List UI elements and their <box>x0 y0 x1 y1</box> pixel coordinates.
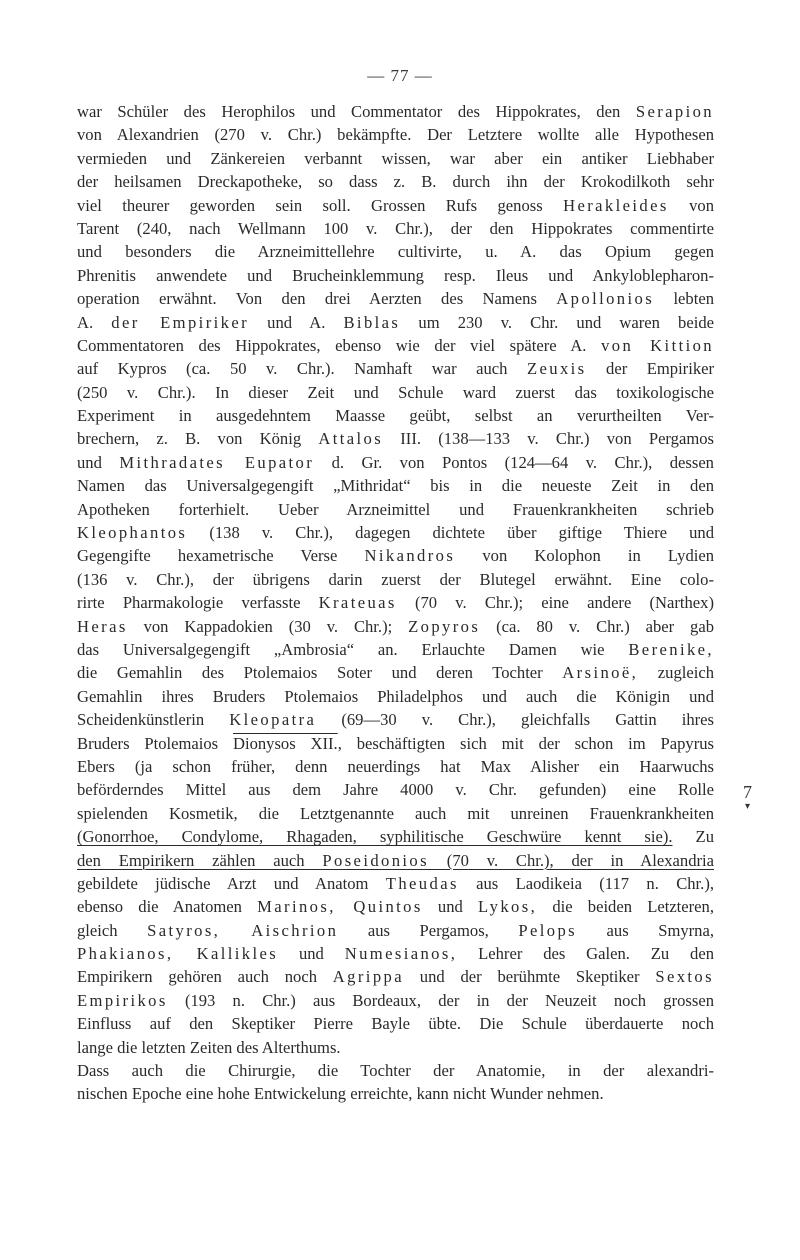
text-line <box>77 849 714 872</box>
text-line <box>77 1012 714 1035</box>
spaced-name: von Kittion <box>601 335 714 355</box>
text-line <box>77 825 714 848</box>
text-line <box>77 1036 714 1059</box>
text-segment: zugleich <box>638 663 714 683</box>
text-line <box>77 872 714 895</box>
text-segment: Apotheken forterhielt. Ueber Arzneimittel und Frauenkrankheiten schrieb <box>77 499 714 519</box>
spaced-name: Krateuas <box>318 593 397 613</box>
text-segment: nischen Epoche eine hohe Entwickelung erreichte, kann nicht Wunder nehmen. <box>77 1084 604 1104</box>
text-segment: Commentatoren des Hippokrates, ebenso wie der viel spätere A. <box>77 335 602 355</box>
text-line <box>77 615 714 638</box>
text-segment: operation erwähnt. Von den drei Aerzten des Namens <box>77 289 557 309</box>
text-line <box>77 381 714 404</box>
text-segment: von Kolophon in Lydien <box>455 546 715 566</box>
text-segment: (136 v. Chr.), der übrigens darin zuerst der Blutegel erwähnt. Eine colo- <box>77 569 714 589</box>
text-line <box>77 685 714 708</box>
margin-annotation-number: 7 <box>743 782 752 802</box>
text-line <box>77 404 714 427</box>
text-segment: beförderndes Mittel aus dem Jahre 4000 v. Chr. gefunden) eine Rolle <box>77 780 714 800</box>
spaced-name: Serapion <box>635 102 714 121</box>
text-segment: (Gonorrhoe, Condylome, Rhagaden, syphilitische Geschwüre kennt sie). <box>77 827 673 847</box>
text-segment: um 230 v. Chr. und waren beide <box>400 312 714 332</box>
text-segment: und <box>77 452 120 472</box>
spaced-name: Herakleides <box>563 195 669 215</box>
text-segment: vermieden und Zänkereien verbannt wissen, war aber ein antiker Liebhaber <box>77 148 714 168</box>
text-line <box>77 521 714 544</box>
margin-annotation <box>743 783 752 813</box>
text-segment: Ebers (ja schon früher, denn neuerdings hat Max Alisher ein Haarwuchs <box>77 756 714 776</box>
text-line <box>77 1082 714 1105</box>
spaced-name: Apollonios <box>556 289 655 309</box>
spaced-name: Marinos, Quintos <box>257 897 423 917</box>
spaced-name: Theudas <box>385 873 459 893</box>
text-line <box>77 147 714 170</box>
text-line <box>77 451 714 474</box>
text-line <box>77 217 714 240</box>
spaced-name: Nikandros <box>364 546 456 566</box>
spaced-name: Kleophantos <box>77 523 188 543</box>
text-line <box>77 965 714 988</box>
text-line <box>77 661 714 684</box>
text-line <box>77 264 714 287</box>
text-segment: A. <box>77 312 112 332</box>
text-line <box>77 895 714 918</box>
text-line <box>77 287 714 310</box>
text-segment: Dionysos XII. <box>232 733 338 753</box>
text-segment: III. (138—133 v. Chr.) von Pergamos <box>383 429 714 449</box>
text-line <box>77 568 714 591</box>
text-line <box>77 427 714 450</box>
text-line <box>77 123 714 146</box>
margin-annotation-dot: ▾ <box>745 801 751 812</box>
text-segment: gleich <box>77 920 148 940</box>
text-segment: aus Smyrna, <box>577 920 714 940</box>
text-line <box>77 100 714 123</box>
text-segment: (70 v. Chr.); eine andere (Narthex) <box>396 593 714 613</box>
text-segment: Gegengifte hexametrische Verse <box>77 546 365 566</box>
text-segment: von Kappadokien (30 v. Chr.); <box>127 616 409 636</box>
text-line <box>77 357 714 380</box>
text-line <box>77 732 714 755</box>
text-line <box>77 802 714 825</box>
text-segment: spielenden Kosmetik, die Letztgenannte auch mit unreinen Frauenkrankheiten <box>77 803 714 823</box>
text-line <box>77 638 714 661</box>
text-segment: (ca. 80 v. Chr.) aber gab <box>480 616 715 636</box>
spaced-name: Arsinoë, <box>562 663 639 683</box>
text-segment: und der berühmte Skeptiker <box>403 967 656 987</box>
text-segment: den Empirikern zählen auch <box>77 850 323 870</box>
spaced-name: Phakianos, Kallikles <box>77 944 279 964</box>
text-line <box>77 194 714 217</box>
spaced-name: Mithradates Eupator <box>119 452 315 472</box>
spaced-name: Poseidonios <box>322 850 429 870</box>
spaced-name: Satyros, Aischrion <box>147 920 339 940</box>
text-segment: Bruders Ptolemaios <box>77 733 233 753</box>
text-segment: und <box>278 944 345 964</box>
text-segment: ebenso die Anatomen <box>77 897 258 917</box>
spaced-name: Zopyros <box>408 616 481 636</box>
spaced-name: Lykos, <box>478 897 538 917</box>
spaced-name: Empirikos <box>77 990 168 1010</box>
text-segment: d. Gr. von Pontos (124—64 v. Chr.), dessen <box>314 452 714 472</box>
text-segment: Dass auch die Chirurgie, die Tochter der Anatomie, in der alexandri- <box>77 1061 714 1081</box>
text-line <box>77 919 714 942</box>
text-segment: viel theurer geworden sein soll. Grossen Rufs genoss <box>77 195 564 215</box>
text-line <box>77 498 714 521</box>
text-segment: lebten <box>654 289 714 309</box>
text-segment: und besonders die Arzneimittellehre cultivirte, u. A. das Opium gegen <box>77 242 714 262</box>
spaced-name: Sextos <box>655 967 714 987</box>
text-segment: (70 v. Chr.), der in Alexandria <box>429 850 714 870</box>
text-line <box>77 311 714 334</box>
text-segment: (250 v. Chr.). In dieser Zeit und Schule ward zuerst das toxikologische <box>77 382 714 402</box>
spaced-name: Heras <box>77 616 128 636</box>
text-segment: und <box>422 897 479 917</box>
text-segment: aus Pergamos, <box>338 920 519 940</box>
spaced-name: Numesianos, <box>344 944 458 964</box>
text-line <box>77 474 714 497</box>
spaced-name: Kleopatra <box>229 710 317 730</box>
spaced-name: Agrippa <box>332 967 404 987</box>
spaced-name: Attalos <box>318 429 384 449</box>
text-line <box>77 755 714 778</box>
spaced-name: der Empiriker <box>111 312 250 332</box>
text-segment: der heilsamen Dreckapotheke, so dass z. B. durch ihn der Krokodilkoth sehr <box>77 172 714 192</box>
text-segment: war Schüler des Herophilos und Commentator des Hippokrates, den <box>77 102 636 121</box>
text-segment: Tarent (240, nach Wellmann 100 v. Chr.), der den Hippokrates commentirte <box>77 218 714 238</box>
text-segment: von <box>668 195 714 215</box>
text-line <box>77 708 714 731</box>
text-segment: , beschäftigten sich mit der schon im Papyrus <box>337 733 714 753</box>
text-segment: lange die letzten Zeiten des Alterthums. <box>77 1037 341 1057</box>
text-segment: auf Kypros (ca. 50 v. Chr.). Namhaft war auch <box>77 359 527 379</box>
text-line <box>77 544 714 567</box>
text-segment: Einfluss auf den Skeptiker Pierre Bayle übte. Die Schule überdauerte noch <box>77 1014 714 1034</box>
text-segment: die Gemahlin des Ptolemaios Soter und deren Tochter <box>77 663 563 683</box>
spaced-name: Zeuxis <box>526 359 587 379</box>
text-segment: (138 v. Chr.), dagegen dichtete über giftige Thiere und <box>187 523 714 543</box>
page-number: — 77 — <box>367 66 433 85</box>
text-segment: von Alexandrien (270 v. Chr.) bekämpfte. Der Letztere wollte alle Hypothesen <box>77 125 714 145</box>
text-line <box>77 240 714 263</box>
text-segment: rirte Pharmakologie verfasste <box>77 593 319 613</box>
text-line <box>77 778 714 801</box>
text-line <box>77 942 714 965</box>
text-line <box>77 170 714 193</box>
text-segment: Zu <box>672 827 714 847</box>
text-segment: brechern, z. B. von König <box>77 429 319 449</box>
text-segment: (193 n. Chr.) aus Bordeaux, der in der Neuzeit noch grossen <box>167 990 714 1010</box>
text-segment: und A. <box>249 312 344 332</box>
text-segment: Experiment in ausgedehntem Maasse geübt, selbst an verurtheilten Ver- <box>77 406 714 426</box>
spaced-name: Berenike, <box>628 639 714 659</box>
text-segment: die beiden Letzteren, <box>537 897 714 917</box>
text-segment: aus Laodikeia (117 n. Chr.), <box>458 873 714 893</box>
text-segment: (69—30 v. Chr.), gleichfalls Gattin ihres <box>316 710 714 730</box>
text-segment: Gemahlin ihres Bruders Ptolemaios Philadelphos und auch die Königin und <box>77 686 714 706</box>
text-segment: Phrenitis anwendete und Brucheinklemmung resp. Ileus und Ankyloblepharon- <box>77 265 714 285</box>
text-segment: Lehrer des Galen. Zu den <box>457 944 715 964</box>
spaced-name: Biblas <box>343 312 401 332</box>
text-segment: der Empiriker <box>586 359 715 379</box>
text-line <box>77 591 714 614</box>
body-text <box>77 100 714 1106</box>
text-line <box>77 334 714 357</box>
text-segment: Scheidenkünstlerin <box>77 710 230 730</box>
text-line <box>77 1059 714 1082</box>
text-segment: das Universalgegengift „Ambrosia“ an. Erlauchte Damen wie <box>77 639 629 659</box>
text-segment: gebildete jüdische Arzt und Anatom <box>77 873 386 893</box>
text-segment: Empirikern gehören auch noch <box>77 967 333 987</box>
text-segment: Namen das Universalgegengift „Mithridat“ bis in die neueste Zeit in den <box>77 476 714 496</box>
text-line <box>77 989 714 1012</box>
spaced-name: Pelops <box>518 920 578 940</box>
